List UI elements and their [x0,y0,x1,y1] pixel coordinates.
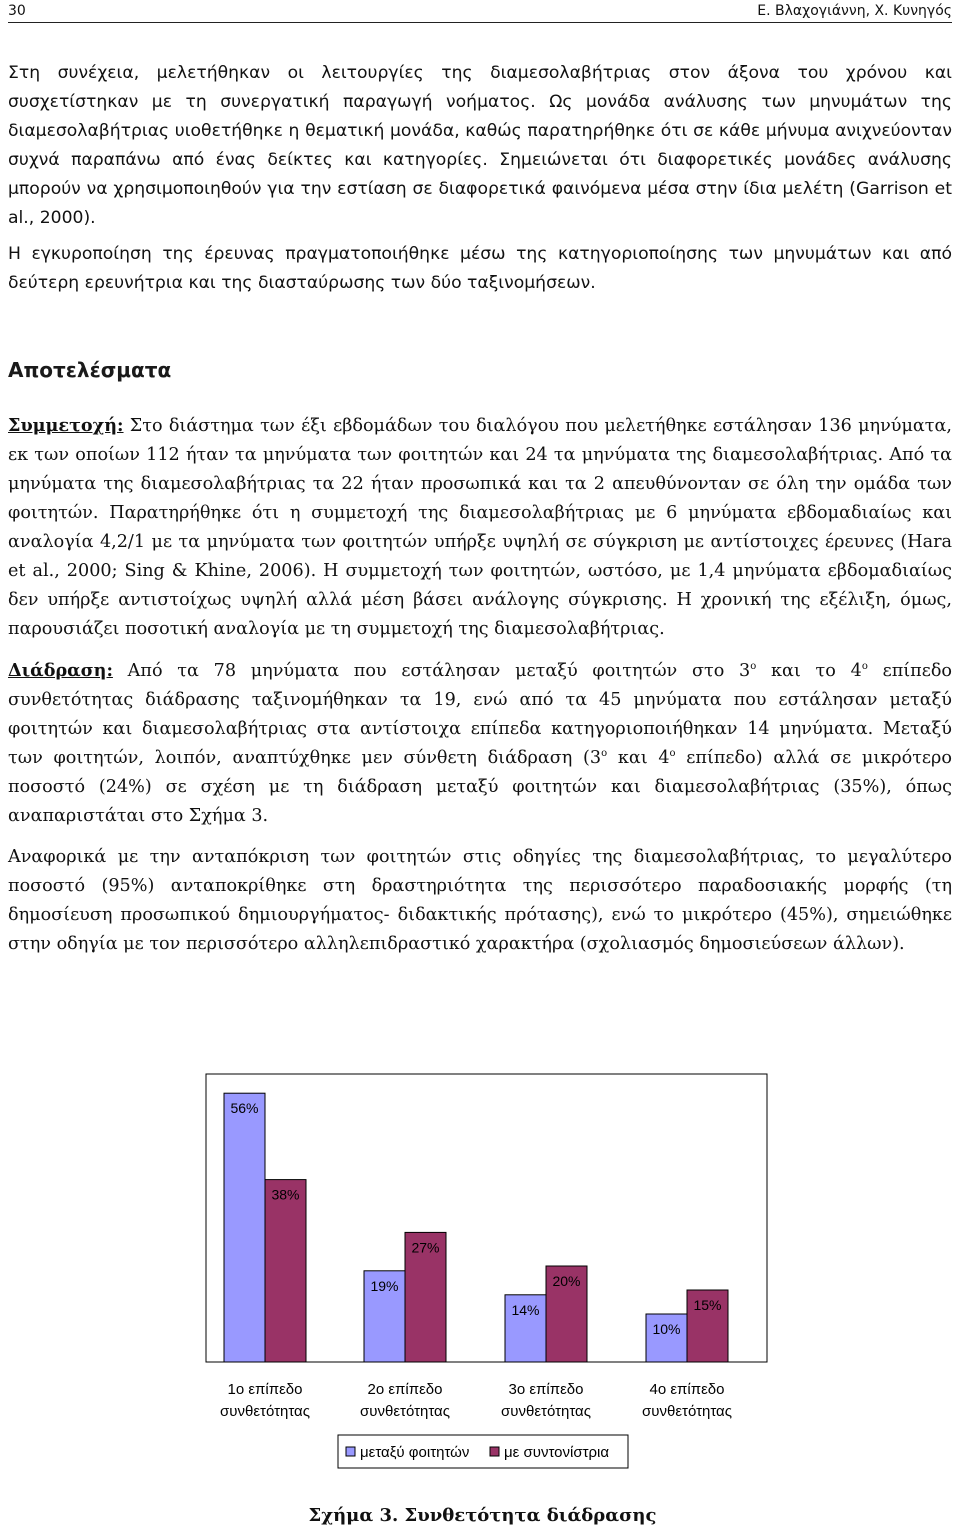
superscript-o: ο [861,661,868,673]
legend-swatch [490,1447,499,1456]
data-label: 27% [411,1239,440,1256]
interaction-text-5: επίπεδο) αλλά σε μικρότερο ποσοστό (24%) σε σχέση με τη διάδραση μεταξύ φοιτητών και διαμεσολαβήτριας (35%), όπως αναπαριστάται στο Σχήμα 3. [8,748,952,826]
superscript-o: ο [601,748,608,760]
interaction-text-2: και το 4 [756,661,862,681]
superscript-o: ο [669,748,676,760]
legend-swatch [346,1447,355,1456]
page-number: 30 [8,3,26,19]
figure-caption: Σχήμα 3. Συνθετότητα διάδρασης [308,1505,657,1526]
interaction-label: Διάδραση: [8,660,113,681]
results-heading: Αποτελέσματα [8,358,172,382]
participation-label: Συμμετοχή: [8,415,124,436]
category-label: συνθετότητας [642,1403,732,1420]
category-label: συνθετότητας [220,1403,310,1420]
running-title: Ε. Βλαχογιάννη, Χ. Κυνηγός [757,3,952,19]
category-label: συνθετότητας [501,1403,591,1420]
category-label: 3ο επίπεδο [508,1381,584,1398]
bar-moderator-level-1 [265,1180,306,1362]
participation-paragraph [8,411,952,644]
intro-paragraph-1: Στη συνέχεια, μελετήθηκαν οι λειτουργίες της διαμεσολαβήτριας στον άξονα του χρόνου και συσχετίστηκαν με τη συνεργατική παραγωγή νοήματος. Ως μονάδα ανάλυσης των μηνυμάτων της διαμεσολαβήτριας υιοθετήθηκε η θεματική μονάδα, καθώς παρατηρήθηκε ότι σε κάθε μήνυμα ανιχνεύονταν συχνά παραπάνω από ένας δείκτες και κατηγορίες. Σημειώνεται ότι διαφορετικές μονάδες ανάλυσης μπορούν να χρησιμοποιηθούν για την εστίαση σε διαφορετικά φαινόμενα μέσα στην ίδια μελέτη (Garrison et al., 2000). [8,63,952,228]
responses-paragraph: Αναφορικά με την ανταπόκριση των φοιτητών στις οδηγίες της διαμεσολαβήτριας, το μεγαλύτερο ποσοστό (95%) ανταποκρίθηκε στη δραστηριότητα της περισσότερο παραδοσιακής μορφής (τη δημοσίευση προσωπικού δημιουργήματος- διδακτικής πρότασης), ενώ το μικρότερο (45%), σημειώθηκε στην οδηγία με τον περισσότερο αλληλεπιδραστικό χαρακτήρα (σχολιασμός δημοσιεύσεων άλλων). [8,847,952,954]
category-label: συνθετότητας [360,1403,450,1420]
participation-text: Στο διάστημα των έξι εβδομάδων του διαλόγου που μελετήθηκε εστάλησαν 136 μηνύματα, εκ των οποίων 112 ήταν τα μηνύματα των φοιτητών και 24 τα μηνύματα της διαμεσολαβήτριας. Από τα μηνύματα της διαμεσολαβήτριας τα 22 ήταν προσωπικά και τα 2 απευθύνονταν σε όλη την ομάδα των φοιτητών. Παρατηρήθηκε ότι η συμμετοχή της διαμεσολαβήτριας με 6 μηνύματα εβδομαδιαίως και αναλογία 4,2/1 με τα μηνύματα των φοιτητών υπήρξε υψηλή σε σύγκριση με αντίστοιχες έρευνες (Hara et al., 2000; Sing & Khine, 2006). Η συμμετοχή των φοιτητών, ωστόσο, με 1,4 μηνύματα εβδομαδιαίως δεν υπήρξε αντιστοίχως υψηλή αλλά μέση βάσει ανάλογης σύγκρισης. Η χρονική της εξέλιξη, όμως, παρουσιάζει ποσοτική αναλογία με τη συμμετοχή της διαμεσολαβήτριας. [8,416,952,639]
intro-section [8,59,952,298]
interaction-text-3: επίπεδο συνθετότητας διάδρασης ταξινομήθηκαν τα 19, ενώ από τα 45 μηνύματα που εστάλησαν μεταξύ φοιτητών και διαμεσολαβήτριας στα αντίστοιχα επίπεδα κατηγοριοποιήθηκαν 14 μηνύματα. Μεταξύ των φοιτητών, λοιπόν, αναπτύχθηκε μεν σύνθετη διάδραση (3 [8,661,953,768]
data-label: 14% [511,1301,540,1318]
results-section [8,411,952,959]
category-label: 1ο επίπεδο [227,1381,303,1398]
data-label: 19% [370,1277,399,1294]
data-label: 20% [552,1273,581,1289]
data-label: 10% [652,1321,681,1337]
data-label: 38% [271,1186,300,1203]
data-label: 15% [693,1297,722,1313]
interaction-complexity-chart [0,1060,960,1480]
bar-students-level-1 [224,1093,265,1362]
legend-label: με συντονίστρια [504,1444,610,1461]
page-header [8,0,952,23]
interaction-text-4: και 4 [607,748,670,768]
interaction-text-1: Από τα 78 μηνύματα που εστάλησαν μεταξύ φοιτητών στο 3 [112,661,751,681]
category-label: 2ο επίπεδο [367,1381,443,1398]
interaction-paragraph [8,656,952,831]
superscript-o: ο [750,661,757,673]
data-label: 56% [230,1100,259,1117]
legend-label: μεταξύ φοιτητών [360,1444,470,1461]
category-label: 4ο επίπεδο [649,1381,725,1398]
intro-paragraph-2: Η εγκυροποίηση της έρευνας πραγματοποιήθηκε μέσω της κατηγοριοποίησης των μηνυμάτων και από δεύτερη ερευνήτρια και της διασταύρωσης των δύο ταξινομήσεων. [8,244,952,293]
